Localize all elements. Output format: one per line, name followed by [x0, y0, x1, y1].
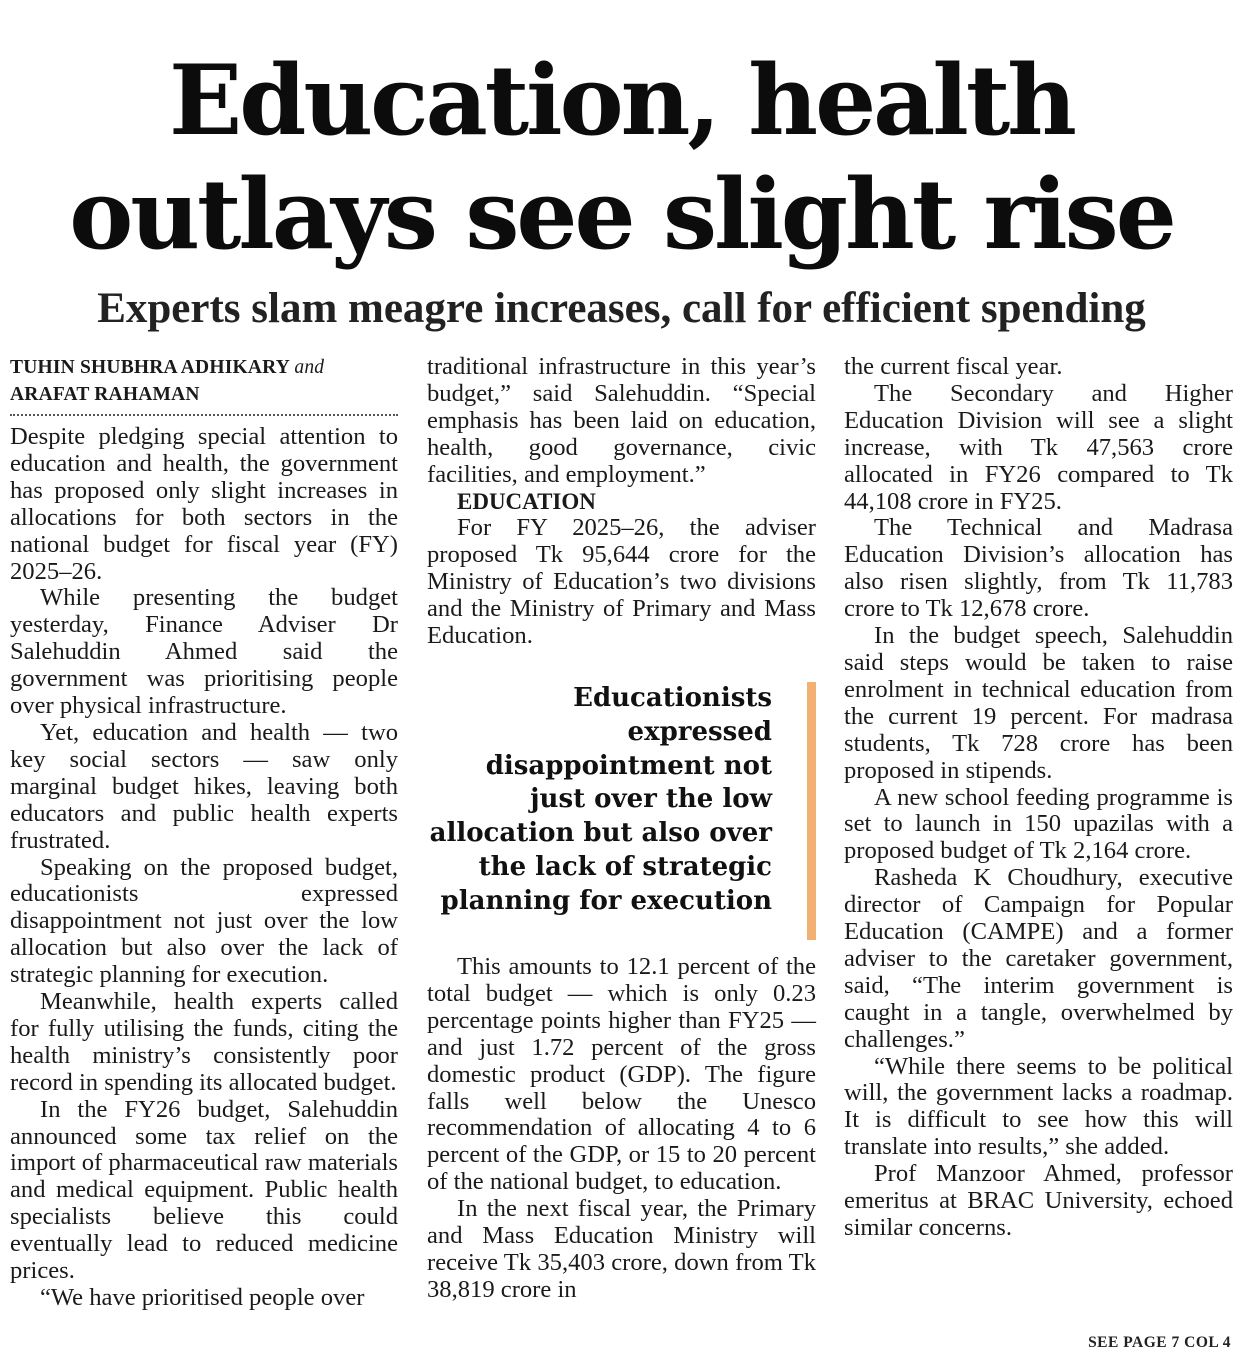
- column-3: [844, 354, 1233, 1242]
- column-2: [427, 354, 816, 1304]
- paragraph: traditional infrastructure in this year’s budget,” said Salehuddin. “Special emphasis has been laid on education, health, good governance, civic facilities, and employment.”: [427, 353, 816, 488]
- pull-quote-text: Educationists expressed disappointment not just over the low allocation but also over the lack of strategic planning for execution: [429, 682, 772, 916]
- paragraph: For FY 2025–26, the adviser proposed Tk 95,644 crore for the Ministry of Education’s two divisions and the Ministry of Primary and Mass Education.: [427, 514, 816, 650]
- column-1: [10, 354, 398, 1312]
- paragraph: Despite pledging special attention to education and health, the government has proposed only slight increases in allocations for both sectors in the national budget for fiscal year (FY) 2025–26.: [10, 423, 398, 585]
- section-heading: EDUCATION: [457, 488, 596, 514]
- column-2-middle: [427, 515, 816, 650]
- paragraph: the current fiscal year.: [844, 353, 1063, 380]
- paragraph: Prof Manzoor Ahmed, professor emeritus at BRAC University, echoed similar concerns.: [844, 1160, 1233, 1241]
- paragraph: In the next fiscal year, the Primary and Mass Education Ministry will receive Tk 35,403 crore, down from Tk 38,819 crore in: [427, 1195, 816, 1303]
- author-2: ARAFAT RAHAMAN: [10, 384, 200, 405]
- headline-line-2: outlays see slight rise: [69, 158, 1174, 271]
- paragraph: “We have prioritised people over: [40, 1284, 365, 1311]
- paragraph: The Technical and Madrasa Education Division’s allocation has also risen slightly, from Tk 11,783 crore to Tk 12,678 crore.: [844, 514, 1233, 623]
- paragraph: “While there seems to be political will, the government lacks a roadmap. It is difficult to see how this will translate into results,” she added.: [844, 1052, 1233, 1161]
- paragraph: Meanwhile, health experts called for fully utilising the funds, citing the health ministry’s consistently poor record in spending its allocated budget.: [10, 988, 398, 1096]
- subheadline: Experts slam meagre increases, call for efficient spending: [97, 285, 1146, 332]
- headline-line-1: Education, health: [169, 44, 1074, 157]
- paragraph: In the FY26 budget, Salehuddin announced some tax relief on the import of pharmaceutical raw materials and medical equipment. Public health specialists believe this could eventually lead to reduced medicine prices.: [10, 1095, 398, 1285]
- author-1: TUHIN SHUBHRA ADHIKARY: [10, 357, 290, 378]
- paragraph: This amounts to 12.1 percent of the total budget — which is only 0.23 percentage points higher than FY25 — and just 1.72 percent of the gross domestic product (GDP). The figure falls well below the Unesco recommendation of allocating 4 to 6 percent of the GDP, or 15 to 20 percent of the national budget, to education.: [427, 952, 816, 1196]
- paragraph: While presenting the budget yesterday, Finance Adviser Dr Salehuddin Ahmed said the government was prioritising people over physical infrastructure.: [10, 584, 398, 720]
- byline-conjunction: and: [294, 357, 325, 378]
- paragraph: Yet, education and health — two key social sectors — saw only marginal budget hikes, leaving both educators and public health experts frustrated.: [10, 718, 398, 854]
- pull-quote-bar: [807, 682, 816, 940]
- paragraph: Rasheda K Choudhury, executive director of Campaign for Popular Education (CAMPE) and a former adviser to the caretaker government, said, “The interim government is caught in a tangle, overwhelmed by challenges.”: [844, 864, 1233, 1053]
- headline: [0, 44, 1243, 272]
- byline: [10, 354, 398, 408]
- paragraph: A new school feeding programme is set to launch in 150 upazilas with a proposed budget of Tk 2,164 crore.: [844, 783, 1233, 865]
- column-3-body: [844, 354, 1233, 1242]
- column-2-top: [427, 354, 816, 489]
- jump-line: SEE PAGE 7 COL 4: [1088, 1334, 1231, 1351]
- column-1-body: [10, 424, 398, 1312]
- column-2-bottom: [427, 954, 816, 1304]
- paragraph: The Secondary and Higher Education Division will see a slight increase, with Tk 47,563 crore allocated in FY26 compared to Tk 44,108 crore in FY25.: [844, 379, 1233, 515]
- pull-quote: [427, 682, 816, 940]
- paragraph: In the budget speech, Salehuddin said steps would be taken to raise enrolment in technical education from the current 19 percent. For madrasa students, Tk 728 crore has been proposed in stipends.: [844, 622, 1233, 784]
- paragraph: Speaking on the proposed budget, educationists expressed disappointment not just over the low allocation but also over the lack of strategic planning for execution.: [10, 853, 398, 989]
- byline-divider: [10, 414, 398, 416]
